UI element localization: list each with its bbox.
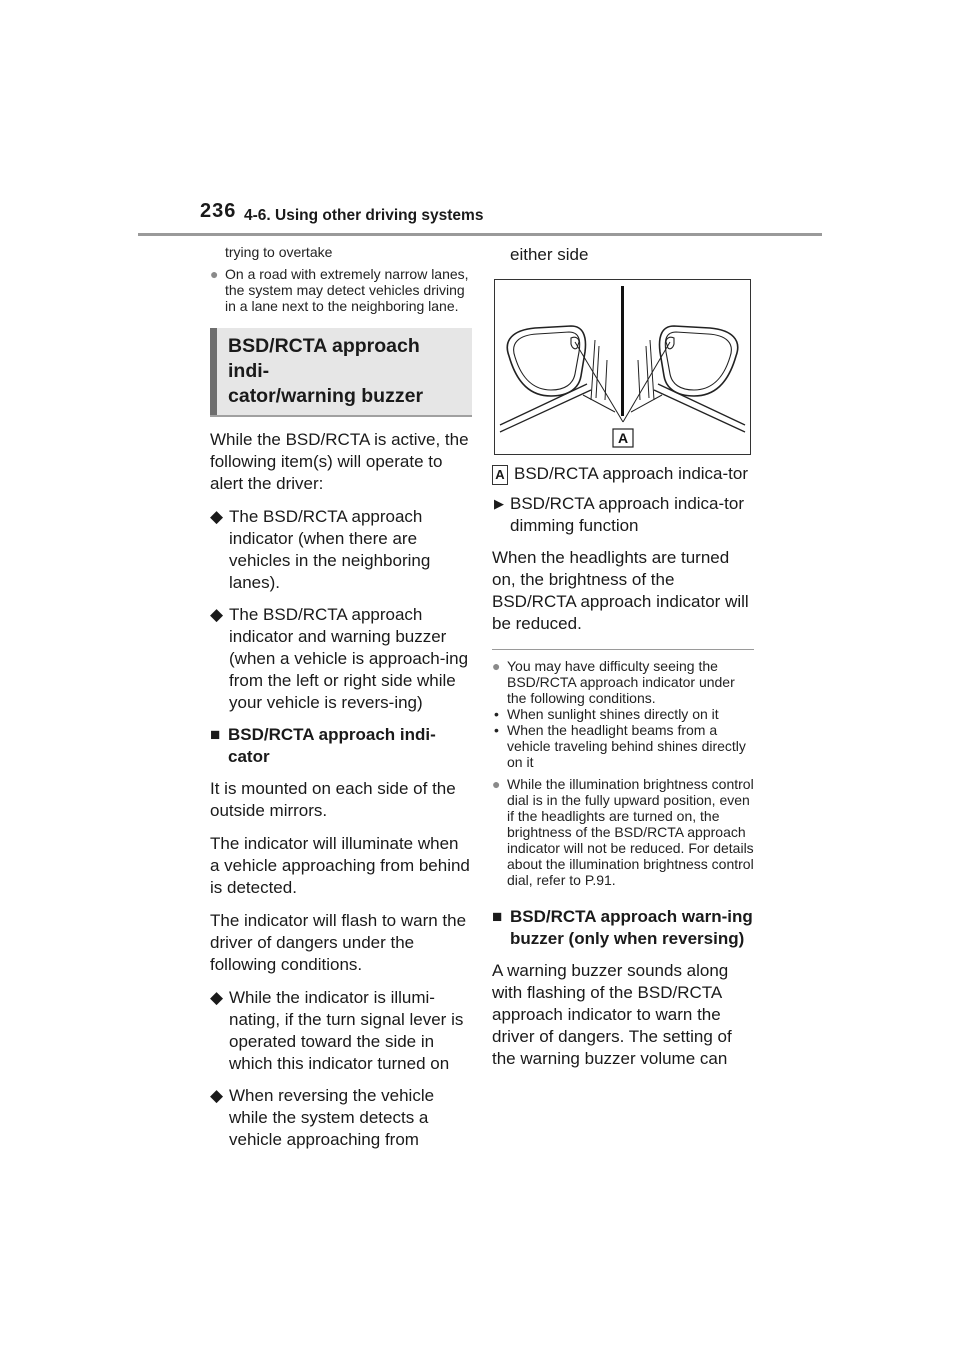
square-bullet-icon: ■ [492,907,503,926]
diamond-bullet-icon: ◆ [210,988,224,1007]
right-column [492,244,754,1081]
diamond-bullet-icon: ◆ [210,605,224,624]
list-item-text: The BSD/RCTA approach indicator and warning buzzer (when a vehicle is approach-ing from the left or right side while your vehicle is revers-ing) [229,605,469,712]
section-heading-line1: BSD/RCTA approach indi- [228,335,420,382]
continuation-text: either side [510,245,589,264]
list-item [210,987,472,1075]
note-subitem [492,706,754,722]
function-heading [492,493,754,537]
note-subitem-text: When sunlight shines directly on it [507,706,719,722]
subheading-text: BSD/RCTA approach warn-ing buzzer (only when reversing) [510,907,753,948]
header-rule [138,233,822,236]
mirror-illustration [494,279,751,455]
section-title: 4-6. Using other driving systems [244,207,484,224]
triangle-bullet-icon: ▶ [494,496,504,511]
dot-icon: • [494,722,499,738]
note-subitem [492,722,754,770]
subheading [210,724,472,768]
function-heading-text: BSD/RCTA approach indica-tor dimming function [510,494,745,535]
paragraph: The indicator will illuminate when a vehicle approaching from behind is detected. [210,834,470,897]
list-item-text: When reversing the vehicle while the system detects a vehicle approaching from [229,1086,435,1149]
section-heading-line2: cator/warning buzzer [228,385,424,407]
subheading-text: BSD/RCTA approach indi-cator [228,725,436,766]
note-text: You may have difficulty seeing the BSD/RCTA approach indicator under the following conditions. [507,658,735,706]
subheading [492,906,754,950]
paragraph: It is mounted on each side of the outside mirrors. [210,779,456,820]
figure-caption [492,463,754,485]
bullet-dot-icon: ● [492,658,501,674]
paragraph: When the headlights are turned on, the brightness of the BSD/RCTA approach indicator will be reduced. [492,548,749,633]
bullet-dot-icon: ● [210,266,219,282]
square-bullet-icon: ■ [210,725,221,744]
list-item-text: While the indicator is illumi-nating, if the turn signal lever is operated toward the side in which this indicator turned on [229,988,464,1073]
diamond-bullet-icon: ◆ [210,1086,224,1105]
bullet-note-text: On a road with extremely narrow lanes, the system may detect vehicles driving in a lane next to the neighboring lane. [225,266,469,314]
list-item [210,1085,472,1151]
note-subitem-text: When the headlight beams from a vehicle traveling behind shines directly on it [507,722,746,770]
bullet-note [210,266,472,314]
caption-tag: A [492,465,508,485]
dot-icon: • [494,706,499,722]
left-column [210,244,472,1161]
page-number: 236 [200,200,237,222]
list-item [210,604,472,714]
paragraph: A warning buzzer sounds along with flashing of the BSD/RCTA approach indicator to warn the driver of dangers. The setting of the warning buzzer volume can [492,961,732,1068]
figure-label: A [617,430,629,446]
list-item-text: The BSD/RCTA approach indicator (when there are vehicles in the neighboring lanes). [229,507,431,592]
caption-text: BSD/RCTA approach indica-tor [514,464,749,483]
paragraph: The indicator will flash to warn the driver of dangers under the following conditions. [210,911,467,974]
note-text: While the illumination brightness control dial is in the fully upward position, even if the headlights are turned on, the brightness of the BSD/RCTA approach indicator will not be reduced. For details about the illumination brightness control dial, refer to P.91. [507,776,754,888]
section-heading [210,328,472,417]
mirror-drawing [495,280,750,454]
list-item [210,506,472,594]
note-item [492,658,754,706]
intro-text: While the BSD/RCTA is active, the following item(s) will operate to alert the driver: [210,430,469,493]
bullet-dot-icon: ● [492,776,501,792]
diamond-bullet-icon: ◆ [210,507,224,526]
continued-note: trying to overtake [225,244,333,260]
note-item [492,776,754,888]
heading-bar [210,328,217,415]
note-divider [492,649,754,650]
